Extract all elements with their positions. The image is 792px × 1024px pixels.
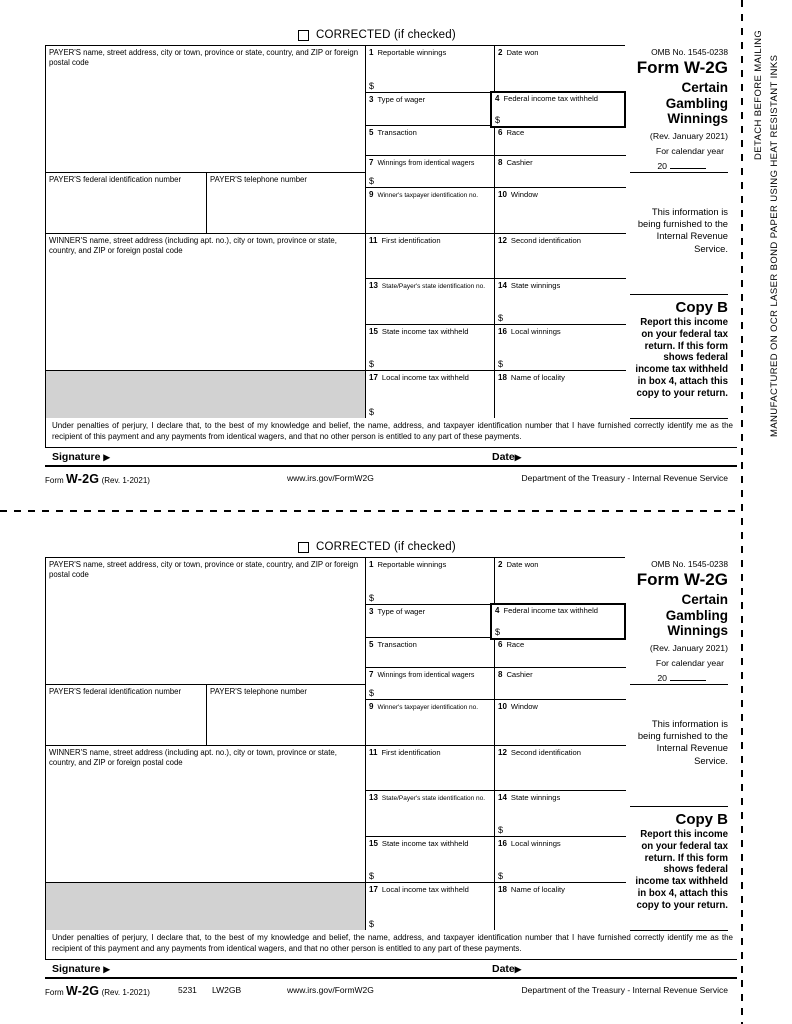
box-17-local-income-tax-withheld[interactable] [366, 883, 495, 930]
date-input-area[interactable] [528, 449, 733, 464]
copy-b-label: Copy B [675, 811, 728, 828]
box-8-cashier[interactable] [495, 156, 626, 188]
box-5-transaction[interactable] [366, 126, 495, 156]
dollar-sign: $ [498, 313, 504, 323]
box-6-label: 6 Race [498, 128, 525, 137]
box-3-label: 3 Type of wager [369, 95, 426, 104]
box-13-label: 13 State/Payer's state identification no. [369, 793, 486, 802]
arrow-right-icon: ▶ [514, 964, 522, 974]
manufactured-paper-text: MANUFACTURED ON OCR LASER BOND PAPER USING HEAT RESISTANT INKS [769, 54, 780, 437]
box-12-second-identification[interactable] [495, 746, 626, 791]
perjury-statement: Under penalties of perjury, I declare that, to the best of my knowledge and belief, the name, address, and taxpayer identification number that I have furnished correctly identify me as the recipient of this payment and any payments from identical wagers, and that no other person is entitled to any part of these payments. [45, 417, 737, 447]
horizontal-perforation-line [0, 510, 741, 512]
box-3-type-of-wager[interactable] [366, 605, 495, 638]
box-12-second-identification[interactable] [495, 234, 626, 279]
form-title: Certain Gambling Winnings [665, 80, 728, 127]
payer-telephone-field[interactable] [207, 173, 366, 234]
box-16-local-winnings[interactable] [495, 325, 626, 371]
box-17-local-income-tax-withheld[interactable] [366, 371, 495, 418]
payer-federal-id-field[interactable] [46, 685, 207, 746]
dollar-sign: $ [498, 825, 504, 835]
form-grid [45, 45, 625, 417]
form-footer [0, 470, 792, 488]
signature-label: Signature ▶ [52, 963, 110, 975]
form-footer [0, 982, 792, 1000]
box-2-date-won[interactable] [495, 46, 626, 93]
box-13-state-payer-state-id[interactable] [366, 279, 495, 325]
winner-name-field[interactable] [46, 746, 366, 883]
calendar-year-label: For calendar year [655, 658, 724, 668]
box-9-winner-taxpayer-id[interactable] [366, 700, 495, 746]
box-9-label: 9 Winner's taxpayer identification no. [369, 702, 479, 711]
box-14-state-winnings[interactable] [495, 279, 626, 325]
dollar-sign: $ [498, 871, 504, 881]
box-14-label: 14 State winnings [498, 793, 561, 802]
box-1-label: 1 Reportable winnings [369, 560, 447, 569]
box-6-race[interactable] [495, 638, 626, 668]
calendar-year-label: For calendar year [655, 146, 724, 156]
payer-telephone-label: PAYER'S telephone number [210, 175, 307, 184]
info-column-rule-1 [630, 684, 728, 685]
detach-before-mailing-text: DETACH BEFORE MAILING [753, 29, 764, 160]
box-11-first-identification[interactable] [366, 746, 495, 791]
box-15-label: 15 State income tax withheld [369, 327, 469, 336]
box-7-label: 7 Winnings from identical wagers [369, 670, 475, 679]
box-13-state-payer-state-id[interactable] [366, 791, 495, 837]
box-8-label: 8 Cashier [498, 158, 533, 167]
catalog-code: LW2GB [212, 985, 242, 995]
info-column-rule-2 [630, 806, 728, 807]
revision-date: (Rev. January 2021) [649, 643, 728, 653]
corrected-checkbox[interactable] [298, 542, 309, 553]
shaded-unused-area [46, 883, 366, 930]
box-10-window[interactable] [495, 188, 626, 234]
omb-number: OMB No. 1545-0238 [651, 559, 728, 569]
calendar-year-line: 20 [657, 671, 706, 683]
box-16-label: 16 Local winnings [498, 839, 561, 848]
dollar-sign: $ [369, 359, 375, 369]
box-1-label: 1 Reportable winnings [369, 48, 447, 57]
box-11-first-identification[interactable] [366, 234, 495, 279]
box-6-label: 6 Race [498, 640, 525, 649]
year-blank-field[interactable] [670, 671, 706, 681]
box-5-label: 5 Transaction [369, 640, 417, 649]
box-10-window[interactable] [495, 700, 626, 746]
winner-name-label: WINNER'S name, street address (including apt. no.), city or town, province or state, country, and ZIP or foreign postal code [49, 236, 337, 256]
form-bottom-rule [45, 977, 737, 979]
form-grid [45, 557, 625, 929]
date-label: Date▶ [492, 451, 522, 463]
box-10-label: 10 Window [498, 702, 538, 711]
box-2-label: 2 Date won [498, 48, 539, 57]
box-12-label: 12 Second identification [498, 236, 581, 245]
payer-federal-id-label: PAYER'S federal identification number [49, 175, 182, 184]
print-code: 5231 [178, 985, 197, 995]
dollar-sign: $ [369, 919, 375, 929]
footer-form-id: Form W-2G (Rev. 1-2021) [45, 984, 150, 998]
corrected-label: CORRECTED (if checked) [316, 541, 456, 553]
box-2-label: 2 Date won [498, 560, 539, 569]
box-7-winnings-identical-wagers[interactable] [366, 668, 495, 700]
box-16-local-winnings[interactable] [495, 837, 626, 883]
box-18-name-of-locality[interactable] [495, 371, 626, 418]
box-7-label: 7 Winnings from identical wagers [369, 158, 475, 167]
w2g-form-copy-2 [0, 512, 792, 1024]
irs-url[interactable]: www.irs.gov/FormW2G [287, 473, 374, 483]
dollar-sign: $ [369, 81, 375, 91]
calendar-year-line: 20 [657, 159, 706, 171]
box-13-label: 13 State/Payer's state identification no. [369, 281, 486, 290]
payer-federal-id-field[interactable] [46, 173, 207, 234]
arrow-right-icon: ▶ [514, 452, 522, 462]
box-11-label: 11 First identification [369, 748, 441, 757]
signature-input-area[interactable] [125, 961, 480, 976]
payer-name-field[interactable] [46, 558, 366, 685]
winner-name-field[interactable] [46, 234, 366, 371]
box-9-winner-taxpayer-id[interactable] [366, 188, 495, 234]
box-16-label: 16 Local winnings [498, 327, 561, 336]
box-8-label: 8 Cashier [498, 670, 533, 679]
box-14-state-winnings[interactable] [495, 791, 626, 837]
payer-name-label: PAYER'S name, street address, city or town, province or state, country, and ZIP or foreign postal code [49, 560, 359, 580]
box-11-label: 11 First identification [369, 236, 441, 245]
info-column-rule-1 [630, 172, 728, 173]
signature-label: Signature ▶ [52, 451, 110, 463]
signature-input-area[interactable] [125, 449, 480, 464]
date-label: Date▶ [492, 963, 522, 975]
box-15-state-income-tax-withheld[interactable] [366, 837, 495, 883]
year-blank-field[interactable] [670, 159, 706, 169]
box-9-label: 9 Winner's taxpayer identification no. [369, 190, 479, 199]
dollar-sign: $ [498, 359, 504, 369]
dollar-sign: $ [495, 115, 501, 125]
box-18-label: 18 Name of locality [498, 373, 565, 382]
dollar-sign: $ [369, 688, 375, 698]
box-3-type-of-wager[interactable] [366, 93, 495, 126]
box-18-name-of-locality[interactable] [495, 883, 626, 930]
info-column-rule-2 [630, 294, 728, 295]
omb-number: OMB No. 1545-0238 [651, 47, 728, 57]
arrow-right-icon: ▶ [103, 964, 110, 974]
copy-b-label: Copy B [675, 299, 728, 316]
payer-name-field[interactable] [46, 46, 366, 173]
payer-name-label: PAYER'S name, street address, city or town, province or state, country, and ZIP or foreign postal code [49, 48, 359, 68]
vertical-perforation-line [741, 0, 743, 1024]
perjury-statement: Under penalties of perjury, I declare that, to the best of my knowledge and belief, the name, address, and taxpayer identification number that I have furnished correctly identify me as the recipient of this payment and any payments from identical wagers, and that no other person is entitled to any part of these payments. [45, 929, 737, 959]
irs-notice: This information is being furnished to the Internal Revenue Service. [637, 206, 728, 254]
box-5-transaction[interactable] [366, 638, 495, 668]
box-1-reportable-winnings[interactable] [366, 558, 495, 605]
box-4-label: 4 Federal income tax withheld [495, 606, 599, 615]
box-2-date-won[interactable] [495, 558, 626, 605]
corrected-checkbox[interactable] [298, 30, 309, 41]
payer-federal-id-label: PAYER'S federal identification number [49, 687, 182, 696]
payer-telephone-label: PAYER'S telephone number [210, 687, 307, 696]
treasury-department-label: Department of the Treasury - Internal Revenue Service [521, 473, 728, 483]
box-18-label: 18 Name of locality [498, 885, 565, 894]
box-4-federal-income-tax-withheld[interactable] [490, 603, 626, 640]
footer-form-id: Form W-2G (Rev. 1-2021) [45, 472, 150, 486]
box-7-winnings-identical-wagers[interactable] [366, 156, 495, 188]
copy-b-instructions: Report this income on your federal tax return. If this form shows federal income tax withheld in box 4, attach this copy to your return. [635, 829, 728, 911]
signature-rule [45, 447, 737, 448]
irs-notice: This information is being furnished to the Internal Revenue Service. [637, 718, 728, 766]
corrected-label: CORRECTED (if checked) [316, 29, 456, 41]
signature-rule [45, 959, 737, 960]
box-17-label: 17 Local income tax withheld [369, 373, 469, 382]
dollar-sign: $ [369, 407, 375, 417]
form-name: Form W-2G [636, 570, 728, 589]
copy-b-instructions: Report this income on your federal tax return. If this form shows federal income tax withheld in box 4, attach this copy to your return. [635, 317, 728, 399]
box-4-federal-income-tax-withheld[interactable] [490, 91, 626, 128]
dollar-sign: $ [369, 871, 375, 881]
box-8-cashier[interactable] [495, 668, 626, 700]
winner-name-label: WINNER'S name, street address (including apt. no.), city or town, province or state, country, and ZIP or foreign postal code [49, 748, 337, 768]
box-14-label: 14 State winnings [498, 281, 561, 290]
date-input-area[interactable] [528, 961, 733, 976]
dollar-sign: $ [369, 176, 375, 186]
arrow-right-icon: ▶ [103, 452, 110, 462]
payer-telephone-field[interactable] [207, 685, 366, 746]
revision-date: (Rev. January 2021) [649, 131, 728, 141]
dollar-sign: $ [369, 593, 375, 603]
box-10-label: 10 Window [498, 190, 538, 199]
dollar-sign: $ [495, 627, 501, 637]
box-12-label: 12 Second identification [498, 748, 581, 757]
form-name: Form W-2G [636, 58, 728, 77]
box-17-label: 17 Local income tax withheld [369, 885, 469, 894]
box-6-race[interactable] [495, 126, 626, 156]
shaded-unused-area [46, 371, 366, 418]
irs-url[interactable]: www.irs.gov/FormW2G [287, 985, 374, 995]
treasury-department-label: Department of the Treasury - Internal Revenue Service [521, 985, 728, 995]
box-3-label: 3 Type of wager [369, 607, 426, 616]
box-15-label: 15 State income tax withheld [369, 839, 469, 848]
box-1-reportable-winnings[interactable] [366, 46, 495, 93]
box-15-state-income-tax-withheld[interactable] [366, 325, 495, 371]
box-5-label: 5 Transaction [369, 128, 417, 137]
box-4-label: 4 Federal income tax withheld [495, 94, 599, 103]
form-title: Certain Gambling Winnings [665, 592, 728, 639]
form-bottom-rule [45, 465, 737, 467]
